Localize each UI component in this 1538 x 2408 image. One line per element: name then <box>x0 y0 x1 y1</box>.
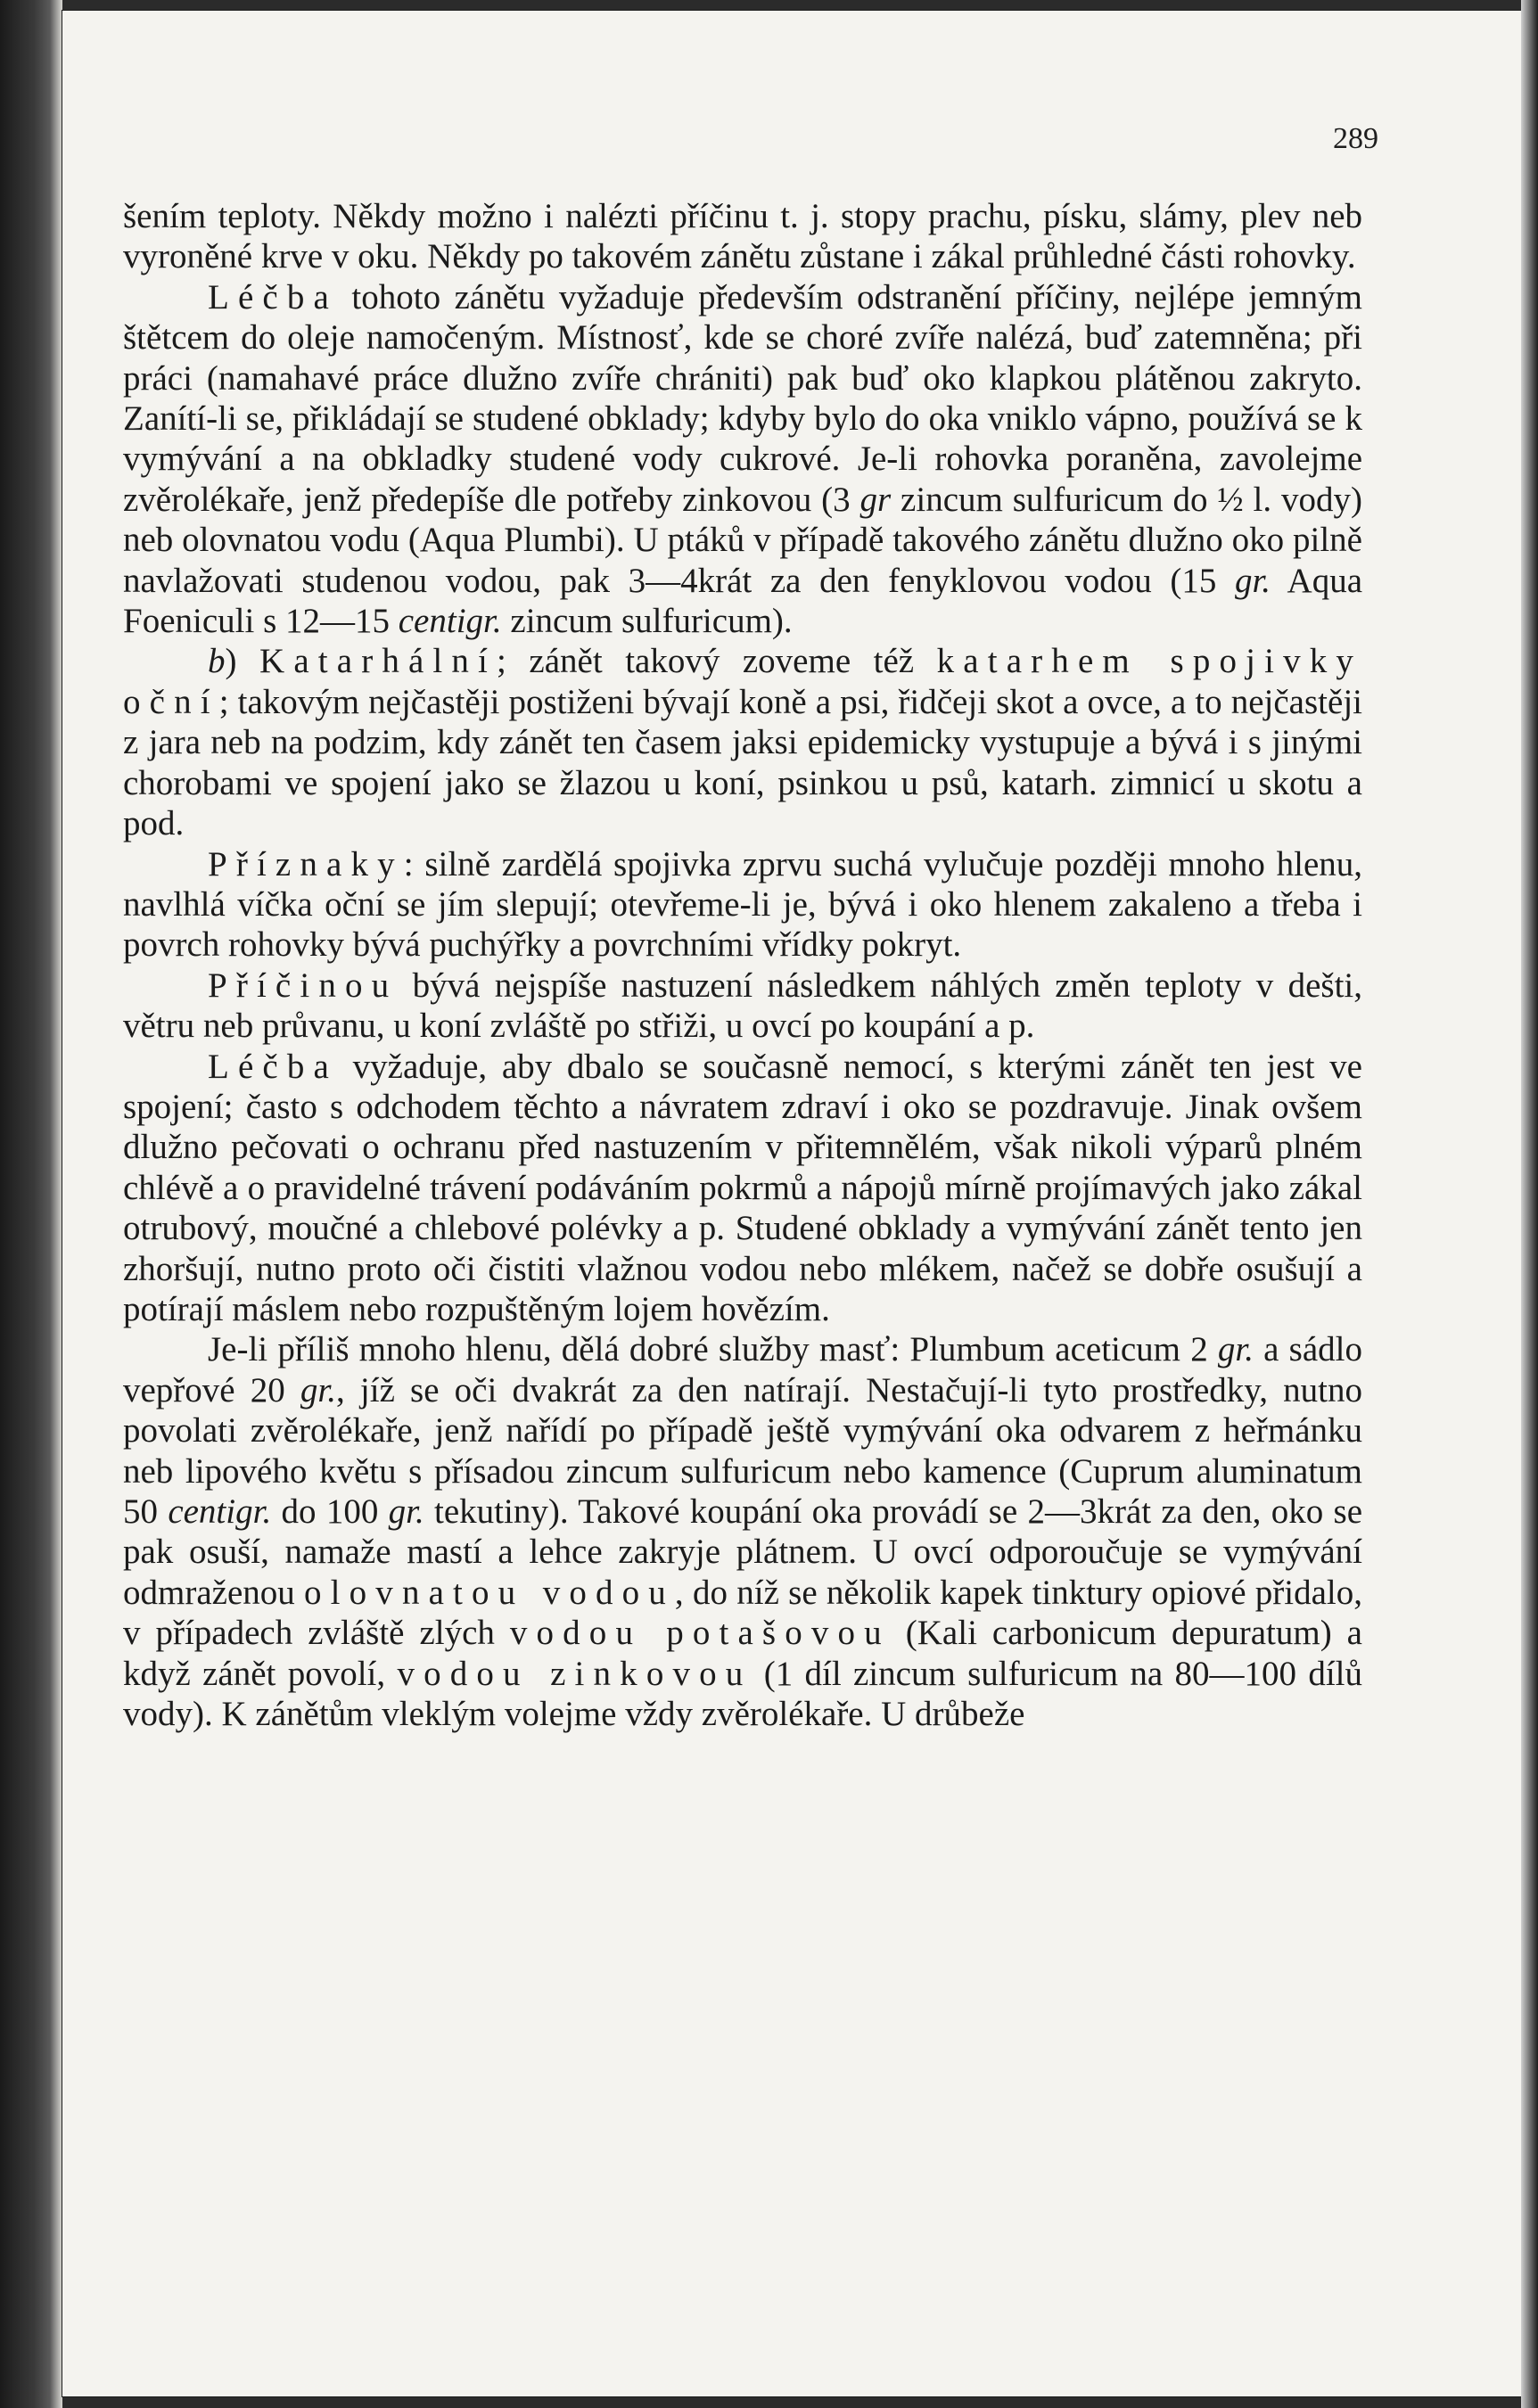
text-run: : silně zardělá spojivka zprvu suchá vylučuje později mnoho hlenu, navlhlá víčka oční se jím slepují; otevřeme-li je, bývá i oko hlenem zakaleno a třeba i povrch rohovky bývá puchýřky a povrchními vřídky pokryt. <box>123 844 1362 965</box>
text-run: do 100 <box>271 1492 389 1531</box>
text-run: ) <box>225 642 260 681</box>
spaced-emphasis: Příznaky <box>208 844 404 883</box>
italic-text: b <box>208 642 226 681</box>
text-run: (1 díl zincum sulfuricum na 80—100 dílů vody). K zánětům vleklým volejme vždy zvěrolékaře. U drůbeže <box>123 1654 1363 1734</box>
text-run: , do níž se několik kapek tinktury opiové přidalo, v případech zvláště zlých <box>123 1573 1363 1653</box>
spaced-emphasis: olovnatou vodou <box>304 1573 675 1612</box>
page-number: 289 <box>1333 122 1378 155</box>
paragraph <box>123 1047 1362 1330</box>
italic-text: gr. <box>388 1492 424 1531</box>
text-run: tohoto zánětu vyžaduje především odstranění příčiny, nejlépe jemným štětcem do oleje namočeným. Místnosť, kde se choré zvíře nalézá, buď zatemněna; při práci (namahavé práce dlužno zvíře chrániti) pak buď oko klapkou plátěnou zakryto. Zanítí-li se, přikládají se studené obklady; kdyby bylo do oka vniklo vápno, používá se k vymývání a na obkladky studené vody cukrové. Je-li rohovka poraněna, zavolejme zvěrolékaře, jenž předepíše dle potřeby zinkovou (3 <box>123 277 1362 519</box>
text-run: šením teploty. Někdy možno i nalézti příčinu t. j. stopy prachu, písku, slámy, plev neb vyroněné krve v oku. Někdy po takovém zánětu zůstane i zákal průhledné části rohovky. <box>123 197 1362 276</box>
italic-text: gr. <box>1234 561 1271 600</box>
text-run: bývá nejspíše nastuzení následkem náhlých změn teploty v dešti, větru neb průvanu, u koní zvláště po střiži, u ovcí po koupání a p. <box>123 966 1362 1046</box>
paragraph <box>123 277 1362 642</box>
text-run: ; takovým nejčastěji postiženi bývají koně a psi, řidčeji skot a ovce, a to nejčastěji z jara neb na podzim, kdy zánět ten časem jaksi epidemicky vystupuje a bývá i s jinými chorobami ve spojení jako se žlazou u koní, psinkou u psů, katarh. zimnicí u skotu a pod. <box>123 682 1362 843</box>
book-page <box>62 11 1521 2396</box>
paragraph <box>123 1329 1362 1734</box>
spaced-emphasis: vodou zinkovou <box>397 1654 753 1693</box>
book-gutter-shadow <box>0 0 62 2408</box>
spaced-emphasis: Katarhální <box>259 642 498 681</box>
spaced-emphasis: vodou potašovou <box>509 1614 891 1653</box>
italic-text: gr. <box>300 1370 337 1409</box>
spaced-emphasis: Příčinou <box>208 966 399 1005</box>
spaced-emphasis: Léčba <box>208 1047 338 1086</box>
spaced-emphasis: Léčba <box>208 277 338 316</box>
text-run: zincum sulfuricum). <box>501 602 793 641</box>
text-run: zincum sulfuricum do ½ l. vody) neb olovnatou vodu (Aqua Plumbi). U ptáků v případě takového zánětu dlužno oko pilně navlažovati studenou vodou, pak 3—4krát za den fenyklovou vodou (15 <box>123 480 1362 600</box>
paragraph <box>123 966 1362 1047</box>
italic-text: centigr. <box>398 602 502 641</box>
text-run: Aqua Foeniculi s 12—15 <box>123 561 1362 641</box>
text-run: vyžaduje, aby dbalo se současně nemocí, s kterými zánět ten jest ve spojení; často s odchodem těchto a návratem zdraví i oko se pozdravuje. Jinak ovšem dlužno pečovati o ochranu před nastuzením v přitemnělém, však nikoli výparů plném chlévě a o pravidelné trávení podáváním pokrmů a nápojů mírně projímavých jako zákal otrubový, moučné a chlebové polévky a p. Studené obklady a vymývání zánět tento jen zhoršují, nutno proto oči čistiti vlažnou vodou nebo mlékem, načež se dobře osušují a potírají máslem nebo rozpuštěným lojem hovězím. <box>123 1047 1362 1328</box>
paragraph <box>123 844 1362 966</box>
italic-text: gr <box>859 480 892 519</box>
italic-text: centigr. <box>168 1492 272 1531</box>
page-edge-shadow <box>1521 0 1538 2408</box>
text-run: ; zánět takový zoveme též <box>497 642 937 681</box>
body-text <box>123 196 1362 1734</box>
paragraph <box>123 196 1362 277</box>
text-run: Je-li příliš mnoho hlenu, dělá dobré služby masť: Plumbum aceticum 2 <box>208 1330 1218 1369</box>
text-run: tekutiny). Takové koupání oka provádí se 2—3krát za den, oko se pak osuší, namaže mastí a lehce zakryje plátnem. U ovcí odporoučuje se vymývání odmraženou <box>123 1492 1363 1612</box>
spaced-emphasis: katarhem spojivky oční <box>123 642 1363 721</box>
text-run: (Kali carbonicum depuratum) a když zánět povolí, <box>123 1614 1362 1693</box>
italic-text: gr. <box>1217 1330 1254 1369</box>
text-run: a sádlo vepřové 20 <box>123 1330 1362 1409</box>
text-run: , jíž se oči dvakrát za den natírají. Nestačují-li tyto prostředky, nutno povolati zvěrolékaře, jenž nařídí po případě ještě vymývání oka odvarem z heřmánku neb lipového květu s přísadou zincum sulfuricum nebo kamence (Cuprum aluminatum 50 <box>123 1370 1362 1531</box>
paragraph <box>123 641 1362 843</box>
